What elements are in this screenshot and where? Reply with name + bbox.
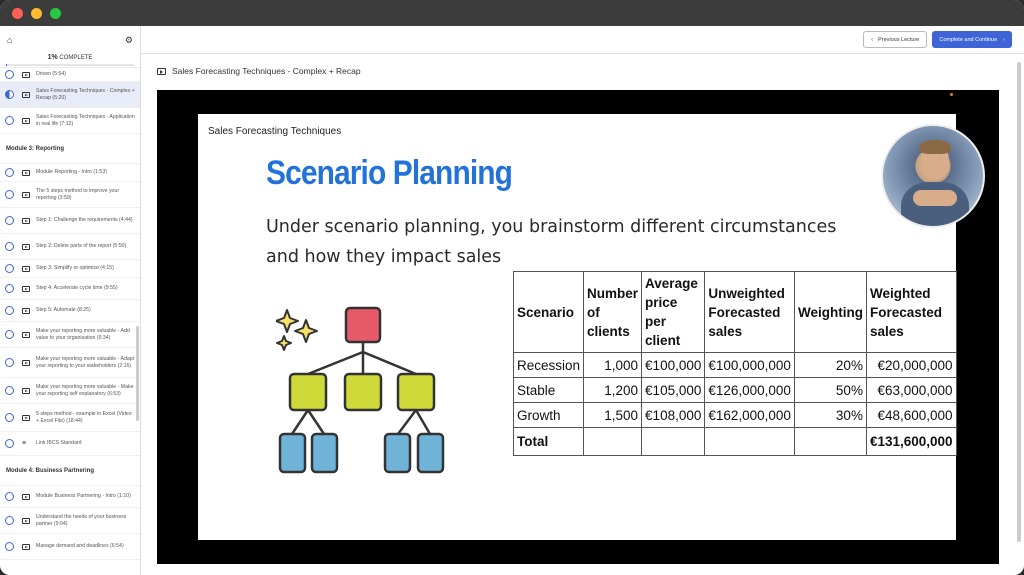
video-icon	[22, 332, 30, 338]
table-cell: 20%	[794, 353, 866, 378]
video-icon	[22, 494, 30, 500]
lesson-item[interactable]	[0, 378, 140, 404]
table-total-row	[514, 428, 957, 456]
lesson-item[interactable]	[0, 486, 140, 508]
lesson-title: Step 5: Automate (8:25)	[36, 307, 91, 313]
table-cell: €108,000	[642, 403, 705, 428]
slide-title: Scenario Planning	[266, 154, 513, 192]
lesson-title: Step 3: Simplify or optimize (4:15)	[36, 265, 114, 271]
presentation-slide	[198, 114, 956, 540]
table-row	[514, 378, 957, 403]
table-cell: €48,600,000	[866, 403, 956, 428]
progress-label: COMPLETE	[59, 55, 93, 61]
lesson-item[interactable]	[0, 404, 140, 432]
lesson-item[interactable]	[0, 108, 140, 134]
module-heading: Module 3: Reporting	[0, 134, 140, 164]
table-cell: €162,000,000	[705, 403, 795, 428]
main-content	[141, 26, 1024, 575]
lesson-title: Manage demand and deadlines (6:54)	[36, 543, 124, 549]
presenter-hands	[913, 190, 957, 206]
tree-node-left	[290, 374, 326, 410]
lesson-title: Sales Forecasting Techniques - Complex + Recap (5:20)	[36, 87, 135, 101]
chevron-left-icon: ‹	[871, 36, 874, 43]
lesson-item[interactable]	[0, 164, 140, 182]
previous-lecture-button[interactable]	[863, 31, 927, 48]
lesson-item[interactable]	[0, 534, 140, 560]
table-cell: Growth	[514, 403, 584, 428]
completion-circle-icon[interactable]	[5, 190, 14, 199]
table-header-cell: Scenario	[514, 272, 584, 353]
lesson-title: Module Reporting - Intro (1:53)	[36, 169, 107, 175]
video-icon	[22, 388, 30, 394]
table-cell: €100,000	[642, 353, 705, 378]
table-total-cell	[794, 428, 866, 456]
table-total-cell: Total	[514, 428, 584, 456]
lesson-item[interactable]	[0, 508, 140, 534]
lesson-title: Step 1: Challenge the requirements (4:44)	[36, 217, 133, 223]
lecture-title: Sales Forecasting Techniques - Complex + Recap	[172, 66, 361, 76]
lesson-title: Step 4: Accelerate cycle time (9:55)	[36, 285, 118, 291]
table-row	[514, 353, 957, 378]
completion-circle-icon[interactable]	[5, 70, 14, 79]
video-icon	[22, 544, 30, 550]
presenter-webcam	[881, 124, 985, 228]
video-icon	[22, 170, 30, 176]
video-icon	[22, 360, 30, 366]
sparkle-icon	[276, 310, 317, 350]
tree-leaf-2	[312, 434, 337, 472]
video-icon	[22, 192, 30, 198]
gear-icon[interactable]: ⚙	[124, 34, 133, 45]
minimize-window-button[interactable]	[31, 8, 42, 19]
maximize-window-button[interactable]	[50, 8, 61, 19]
table-cell: €63,000,000	[866, 378, 956, 403]
lesson-item[interactable]	[0, 68, 140, 82]
table-cell: 50%	[794, 378, 866, 403]
lecture-heading	[157, 66, 361, 76]
tree-leaf-3	[385, 434, 410, 472]
scenario-tree-illustration	[276, 304, 451, 479]
tree-leaf-1	[280, 434, 305, 472]
table-total-cell	[642, 428, 705, 456]
course-sidebar	[0, 26, 141, 575]
tree-leaf-4	[418, 434, 443, 472]
table-header-cell: Weighting	[794, 272, 866, 353]
completion-circle-icon[interactable]	[5, 306, 14, 315]
lesson-item[interactable]	[0, 82, 140, 108]
slide-subtitle: Sales Forecasting Techniques	[208, 126, 342, 137]
tree-node-right	[398, 374, 434, 410]
table-cell: Stable	[514, 378, 584, 403]
sidebar-header	[0, 26, 140, 54]
video-icon	[22, 218, 30, 224]
main-scrollbar[interactable]	[1017, 62, 1021, 542]
course-progress	[0, 54, 140, 68]
table-cell: €105,000	[642, 378, 705, 403]
table-header-cell: Number of clients	[584, 272, 642, 353]
completion-circle-icon[interactable]	[5, 90, 14, 99]
completion-circle-icon[interactable]	[5, 358, 14, 367]
table-total-cell	[705, 428, 795, 456]
completion-circle-icon[interactable]	[5, 116, 14, 125]
video-icon	[22, 72, 30, 78]
progress-bar-fill	[6, 64, 7, 66]
complete-and-continue-label: Complete and Continue	[939, 36, 998, 43]
lesson-title: Make your reporting more valuable - Make your reporting self explanatory (6:53)	[36, 383, 134, 397]
scenario-table	[513, 271, 957, 456]
progress-percent: 1%	[47, 54, 58, 61]
chevron-right-icon: ›	[1003, 36, 1005, 43]
title-bar	[0, 0, 1024, 26]
lesson-item[interactable]	[0, 208, 140, 234]
progress-bar	[6, 64, 134, 66]
table-row	[514, 403, 957, 428]
table-header-cell: Weighted Forecasted sales	[866, 272, 956, 353]
close-window-button[interactable]	[12, 8, 23, 19]
completion-circle-icon[interactable]	[5, 542, 14, 551]
sidebar-scrollbar[interactable]	[136, 326, 139, 421]
presenter-hair	[919, 140, 951, 154]
video-icon	[22, 118, 30, 124]
video-icon	[22, 286, 30, 292]
video-icon	[22, 415, 30, 421]
completion-circle-icon[interactable]	[5, 284, 14, 293]
table-header-row	[514, 272, 957, 353]
slide-body-text: Under scenario planning, you brainstorm different circumstances and how they impact sales	[266, 217, 837, 267]
table-cell: 1,200	[584, 378, 642, 403]
video-icon	[22, 308, 30, 314]
table-cell: Recession	[514, 353, 584, 378]
home-icon[interactable]: ⌂	[7, 35, 13, 45]
table-cell: €100,000,000	[705, 353, 795, 378]
text-icon: ≡	[22, 439, 27, 447]
recording-indicator-icon	[950, 93, 953, 96]
lesson-list	[0, 68, 140, 575]
completion-circle-icon[interactable]	[5, 168, 14, 177]
lesson-title: Module Business Partnering - Intro (1:10)	[36, 493, 131, 499]
lesson-title: Link IBCS Standard	[36, 440, 82, 446]
lesson-item[interactable]	[0, 234, 140, 260]
module-heading: Module 4: Business Partnering	[0, 456, 140, 486]
tree-root-node	[346, 308, 380, 342]
complete-and-continue-button[interactable]	[932, 31, 1012, 48]
video-icon	[22, 266, 30, 272]
video-icon	[22, 244, 30, 250]
lesson-item[interactable]	[0, 300, 140, 322]
video-player[interactable]	[157, 90, 999, 564]
completion-circle-icon[interactable]	[5, 330, 14, 339]
lesson-item[interactable]	[0, 182, 140, 208]
lesson-title: 5 steps method - example in Excel (Video + Excel File) (18:44)	[36, 410, 132, 424]
video-icon	[22, 92, 30, 98]
completion-circle-icon[interactable]	[5, 492, 14, 501]
table-cell: 1,000	[584, 353, 642, 378]
completion-circle-icon[interactable]	[5, 216, 14, 225]
table-cell: 30%	[794, 403, 866, 428]
lesson-item[interactable]	[0, 260, 140, 278]
video-icon	[22, 518, 30, 524]
lesson-item[interactable]	[0, 322, 140, 348]
lesson-title: The 5 steps method to improve your reporting (3:59)	[36, 187, 120, 201]
lesson-item[interactable]	[0, 348, 140, 378]
completion-circle-icon[interactable]	[5, 516, 14, 525]
lesson-item[interactable]	[0, 278, 140, 300]
lesson-title: Understand the needs of your business partner (9:04)	[36, 513, 127, 527]
completion-circle-icon[interactable]	[5, 386, 14, 395]
lesson-title: Make your reporting more valuable - Adapt your reporting to your stakeholders (2:16)	[36, 355, 135, 369]
completion-circle-icon[interactable]	[5, 439, 14, 448]
table-header-cell: Unweighted Forecasted sales	[705, 272, 795, 353]
lesson-title: Make your reporting more valuable - Add value to your organisation (6:34)	[36, 327, 130, 341]
completion-circle-icon[interactable]	[5, 264, 14, 273]
table-cell: 1,500	[584, 403, 642, 428]
lesson-title: Sales Forecasting Techniques - Application in real life (7:12)	[36, 113, 135, 127]
completion-circle-icon[interactable]	[5, 242, 14, 251]
lesson-item[interactable]	[0, 432, 140, 456]
lecture-toolbar	[141, 26, 1024, 54]
table-total-cell	[584, 428, 642, 456]
table-header-cell: Average price per client	[642, 272, 705, 353]
lesson-title: Driven (5:54)	[36, 71, 66, 77]
previous-lecture-label: Previous Lecture	[878, 36, 920, 43]
table-cell: €126,000,000	[705, 378, 795, 403]
completion-circle-icon[interactable]	[5, 413, 14, 422]
tree-node-middle	[345, 374, 381, 410]
table-total-cell: €131,600,000	[866, 428, 956, 456]
video-icon	[157, 68, 166, 75]
lesson-title: Step 2: Delete parts of the report (5:50)	[36, 243, 127, 249]
table-cell: €20,000,000	[866, 353, 956, 378]
